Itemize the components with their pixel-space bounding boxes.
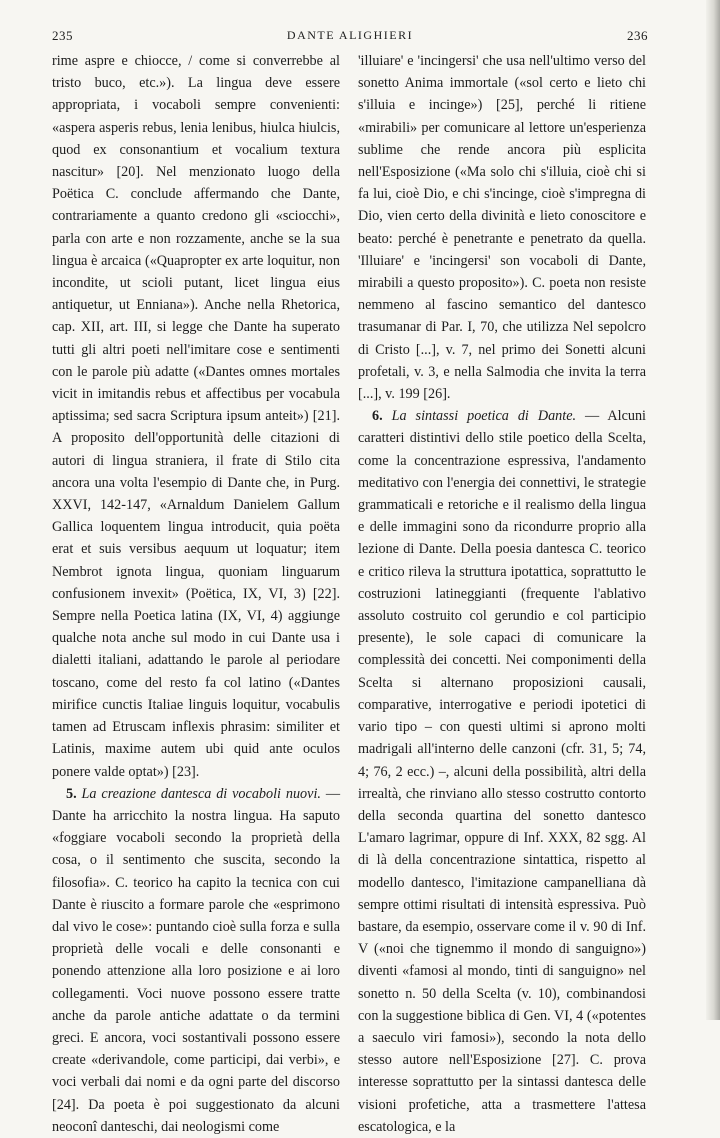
section-6-title: La sintassi poetica di Dante. bbox=[391, 408, 577, 425]
running-title: DANTE ALIGHIERI bbox=[286, 28, 414, 42]
left-paragraph-1: rime aspre e chiocce, / come si converrebbe al tristo buco, etc.»). La lingua deve essere appropriata, i vocaboli sempre convenienti: «aspera asperis rebus, lenia lenibus, hiulca hiulcis, quod ex consonantium et vocalium textura nascitur» [20]. Nel menzionato luogo della Poëtica C. conclude affermando che Dante, contrariamente a quanto credono gli «sciocchi», parla con arte e non rozzamente, anche se la sua lingua è arcaica («Quapropter ex arte loquitur, non incondite, ut scioli putant, licet lingua eius antiquetur, ut Enniana»). Anche nella Rhetorica, cap. XII, art. III, si legge che Dante ha superato tutti gli altri poeti nell'imitare cose e sentimenti con le parole più adatte («Dantes omnes mortales vicit in imitandis rebus et affectibus per vocabula aptissima; sed sacra Scriptura ipsum anteit») [21]. A proposito dell'opportunità delle citazioni di autori di lingua straniera, il frate di Stilo cita ancora una volta l'esempio di Dante che, in Purg. XXVI, 142-147, «Arnaldum Danielem Gallum Gallica loquentem lingua introducit, quia poëta erat et suis versibus aequum ut loquatur; item Nembrot ignota lingua, quoniam linguarum confusionem invexit» (Poëtica, IX, VI, 3) [22]. Sempre nella Poetica latina (IX, VI, 4) aggiunge qualche nota anche sul modo in cui Dante usa i dialetti italiani, adattando le parole al periodare toscano, come del resto fa col latino («Dantes mirifice cunctis Italiae linguis loquitur, vocabulis tamen ad Etruscam inflexis phrasim: similiter et Latinis, maxime autem ubi quid ante oculos ponere valde optat») [23]. bbox=[52, 53, 340, 780]
page-number-left: 235 bbox=[52, 28, 73, 43]
right-paragraph-1: 'illuiare' e 'incingersi' che usa nell'ultimo verso del sonetto Anima immortale («sol certo e lieto chi s'illuia e incinge») [25], perché li ritiene «mirabili» per comunicare al lettore un'esperienza sublime che rende ancora più esplicita nell'Esposizione («Ma solo chi s'illuia, cioè chi si fa lui, cioè Dio, e chi s'incinge, cioè s'impregna di Dio, vien certo della divinità e lieto conoscitore e beato: perché è penetrante e penetrato da quella. 'Illuiare' e 'incingersi' son vocaboli di Dante, mirabili a questo proposito»). C. poeta non resiste nemmeno al fascino semantico del dantesco trasumanar di Par. I, 70, che utilizza Nel sepolcro di Cristo [...], v. 7, nel primo dei Sonetti alcuni profetali, v. 3, e nella Salmodia che invita la terra [...], v. 199 [26]. bbox=[358, 53, 646, 403]
page-number-right: 236 bbox=[627, 28, 648, 43]
section-5-paragraph bbox=[52, 783, 340, 1138]
section-6-paragraph bbox=[358, 405, 646, 1138]
section-5-number: 5. bbox=[66, 785, 77, 802]
section-5-title: La creazione dantesca di vocaboli nuovi. bbox=[81, 785, 321, 802]
right-column bbox=[358, 50, 646, 1138]
section-6-number: 6. bbox=[372, 408, 383, 425]
page-edge-shadow bbox=[706, 0, 720, 1020]
section-6-text: — Alcuni caratteri distintivi dello stile poetico della Scelta, come la concentrazione espressiva, l'andamento meditativo con l'energia dei connettivi, le strategie grammaticali e retoriche e il realismo della lingua e delle immagini sono da ricondurre proprio alla lezione di Dante. Della poesia dantesca C. teorico e critico rileva la struttura ipotattica, soprattutto le costruzioni latineggianti (frequente l'ablativo assoluto costruito col gerundio e col participio presente), le sole capaci di comunicare la complessità dei concetti. Nei componimenti della Scelta si alternano proposizioni causali, comparative, interrogative e periodi ipotetici di vario tipo – con questi ultimi si aprono molti madrigali all'interno delle canzoni (cfr. 31, 5; 74, 4; 76, 2 ecc.) –, alcuni della possibilità, altri della irrealtà, che rinviano allo stesso costrutto contorto della seconda quartina del sonetto dantesco L'amaro lagrimar, oppure di Inf. XXX, 82 sgg. Al di là della concentrazione sintattica, rispetto al modello dantesco, l'imitazione campanelliana dà sempre ottimi risultati di intensità espressiva. Può bastare, da esempio, osservare come il v. 90 di Inf. V («noi che tignemmo il mondo di sanguigno») diventi «famosi al mondo, tinti di sanguigno» nel sonetto n. 50 della Scelta (v. 10), combinandosi con la suggestione biblica di Gen. VI, 4 («potentes a saeculo viri famosi»), secondo la nota dello stesso autore nell'Esposizione [27]. C. prova interesse soprattutto per la sintassi dantesca delle visioni profetiche, atta a trasmettere l'attesa escatologica, e la bbox=[358, 408, 646, 1135]
left-column bbox=[52, 50, 340, 1138]
running-header bbox=[52, 28, 648, 48]
section-5-text: — Dante ha arricchito la nostra lingua. Ha saputo «foggiare vocaboli secondo la proprietà della cosa, o il sentimento che suscita, secondo la filosofia». C. teorico ha capito la tecnica con cui Dante è riuscito a formare parole che «esprimono dal vivo le cose»: puntando cioè sulla forza e sulla proprietà delle vocali e delle consonanti e ponendo attenzione alla loro posizione e ai loro collegamenti. Voci nuove possono essere tratte anche da parole antiche adattate o da termini greci. E ancora, voci sostantivali possono essere create «derivandole, come participi, dai verbi», e voci verbali dai nomi e da ogni parte del discorso [24]. Da poeta è poi suggestionato da alcuni neoconî danteschi, dai neologismi come bbox=[52, 785, 341, 1135]
